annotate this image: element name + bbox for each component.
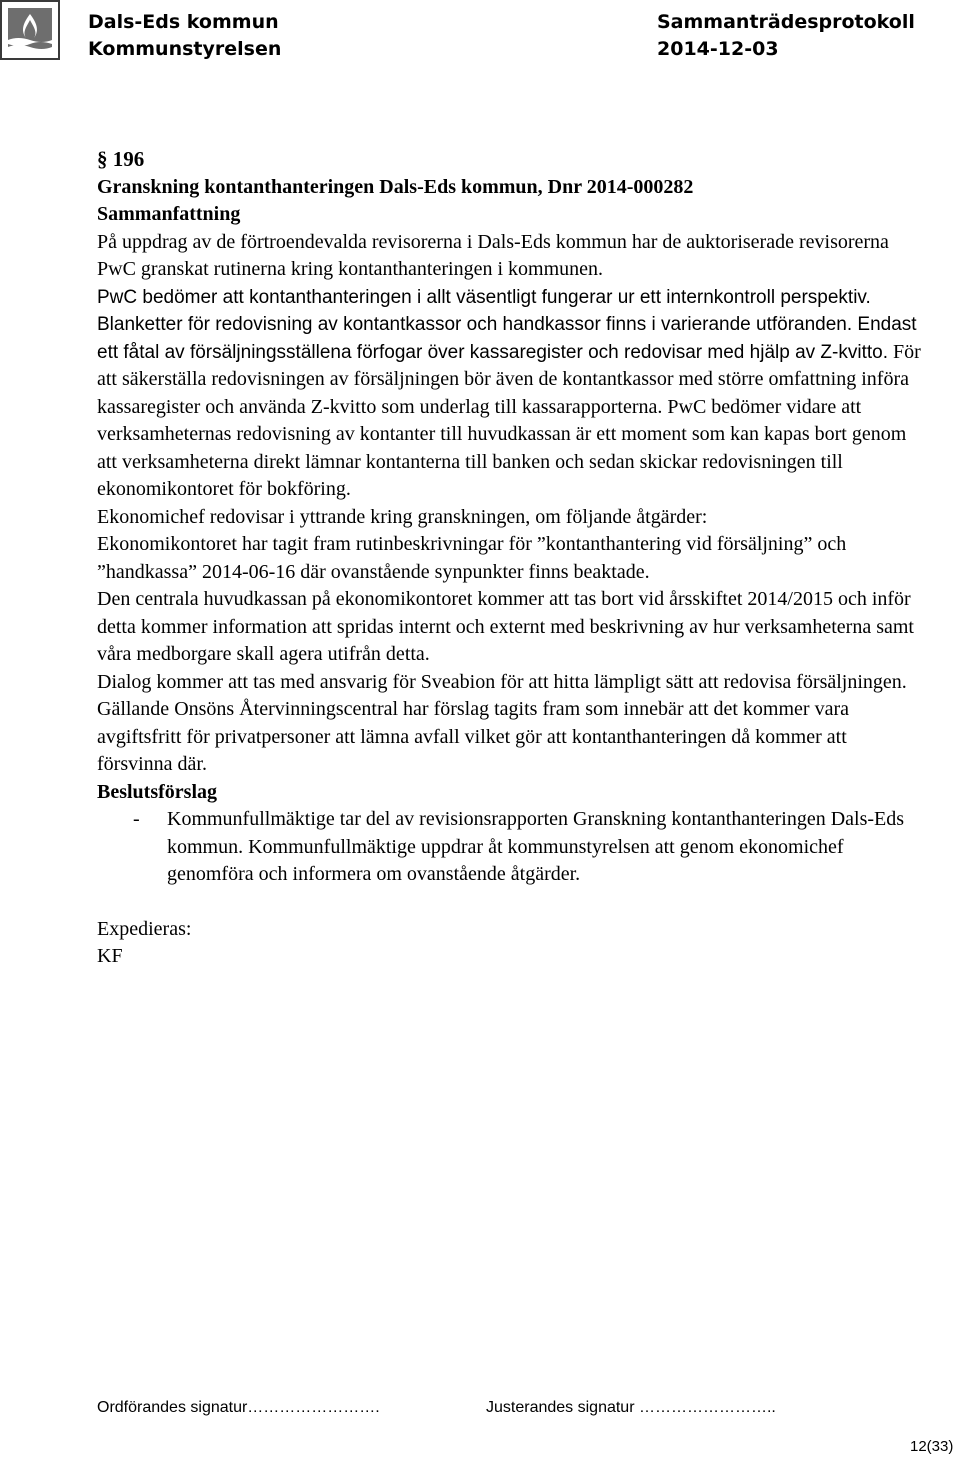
chair-signature: Ordförandes signatur……………………. [97,1399,380,1416]
body-paragraph-1: Ekonomichef redovisar i yttrande kring granskningen, om följande åtgärder: [97,505,708,528]
header-left [88,9,281,63]
case-title: Granskning kontanthanteringen Dals-Eds kommun, Dnr 2014-000282 [97,175,694,198]
body-paragraph-3: Den centrala huvudkassan på ekonomikontoret kommer att tas bort vid årsskiftet 2014/2015 och inför detta kommer information att spridas internt och externt med beskrivning av hur verksamheterna samt våra medborgare skall agera utifrån detta. [97,588,914,665]
paragraph-number: § 196 [97,147,145,171]
meeting-date: 2014-12-03 [657,38,779,60]
municipality-name: Dals-Eds kommun [88,11,279,33]
document-type: Sammanträdesprotokoll [657,11,915,33]
summary-intro: På uppdrag av de förtroendevalda revisorerna i Dals-Eds kommun har de auktoriserade revisorerna PwC granskat rutinerna kring kontanthanteringen i kommunen. [97,230,889,280]
dispatch-label: Expedieras: [97,917,192,940]
decision-text: Kommunfullmäktige tar del av revisionsrapporten Granskning kontanthanteringen Dals-Eds kommun. Kommunfullmäktige uppdrar åt kommunstyrelsen att genom ekonomichef genomföra och informera om ovanstående åtgärder. [167,808,905,885]
decision-heading: Beslutsförslag [97,780,217,803]
header-right [657,9,915,63]
body-paragraph-5: Gällande Onsöns Återvinningscentral har förslag tagits fram som innebär att det kommer vara avgiftsfritt för privatpersoner att lämna avfall vilket gör att kontanthanteringen då kommer att försvinna där. [97,698,849,775]
summary-heading: Sammanfattning [97,203,241,225]
municipality-logo [0,0,60,60]
page-number: 12(33) [910,1438,954,1455]
body-paragraph-2: Ekonomikontoret har tagit fram rutinbeskrivningar för ”kontanthantering vid försäljning” och ”handkassa” 2014-06-16 där ovanstående synpunkter finns beaktade. [97,533,847,583]
body-paragraph-4: Dialog kommer att tas med ansvarig för Sveabion för att hitta lämpligt sätt att redovisa försäljningen. [97,670,907,693]
decision-bullet: - [133,808,140,830]
board-name: Kommunstyrelsen [88,38,282,60]
adjuster-signature: Justerandes signatur …………………….. [486,1399,776,1416]
summary-findings [97,284,927,504]
summary-findings-sans: PwC bedömer att kontanthanteringen i allt väsentligt fungerar ur ett internkontroll perspektiv. Blanketter för redovisning av kontantkassor och handkassor finns i varierande utföranden. Endast ett fåtal av försäljningsställena förfogar över kassaregister och redovisar med hjälp av Z-kvitto. [97,286,917,363]
document-body [97,146,927,971]
dispatch-recipient: KF [97,945,123,967]
decision-item [97,806,927,889]
summary-findings-cont: För att säkerställa redovisningen av försäljningen bör även de kontantkassor med större omfattning införa kassaregister och använda Z-kvitto som underlag till kassarapporterna. PwC bedömer vidare att verksamheternas redovisning av kontanter till huvudkassan är ett moment som kan kapas bort genom att verksamheterna direkt lämnar kontanterna till banken och sedan skickar redovisningen till ekonomikontoret för bokföring. [97,340,921,500]
